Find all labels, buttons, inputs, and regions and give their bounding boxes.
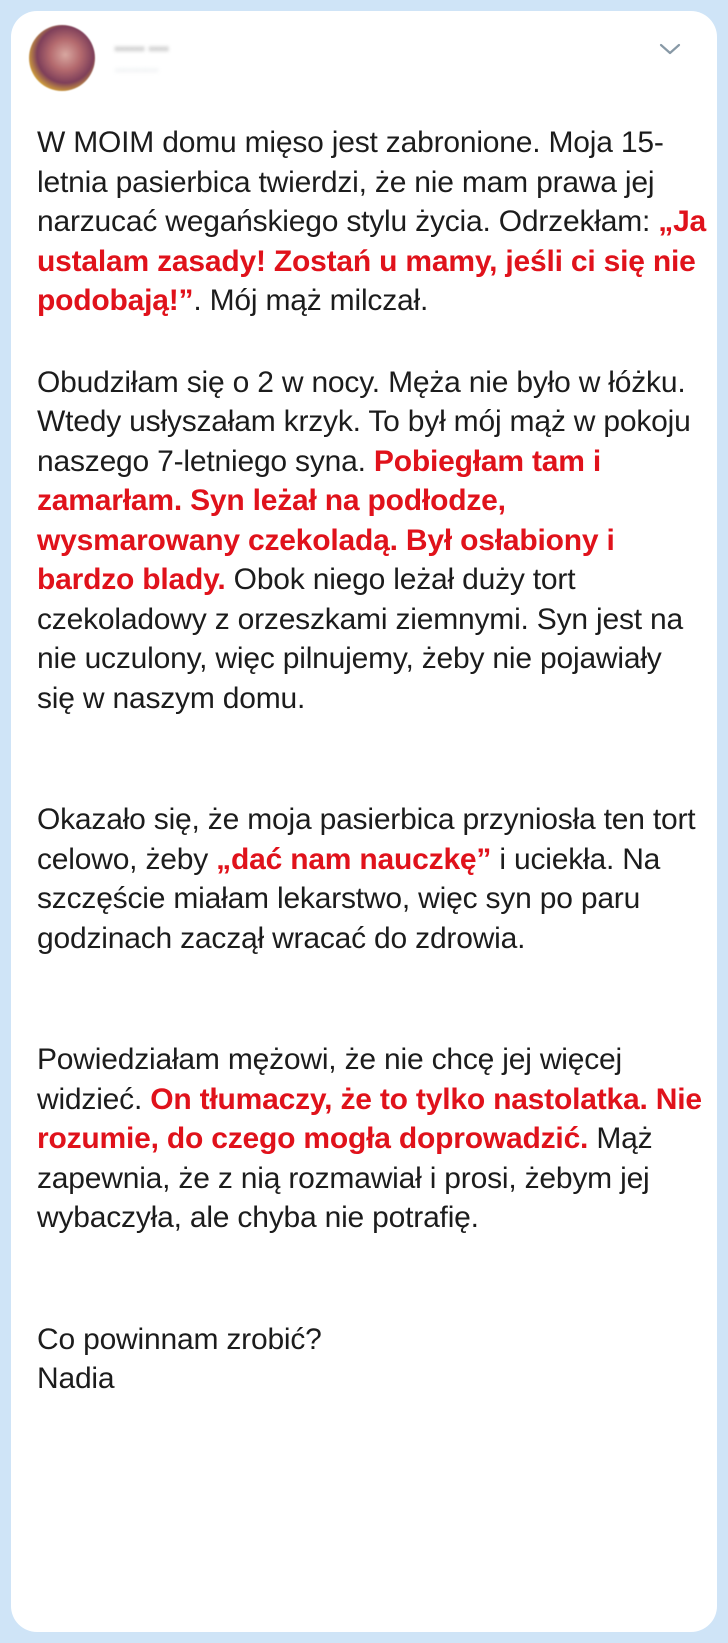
- author-info[interactable]: [115, 41, 235, 81]
- text-segment: Co powinnam zrobić?: [37, 1322, 322, 1356]
- text-segment: Mąż zapewnia, że z nią rozmawiał i prosi, żebym jej wybaczyła, ale chyba nie potrafię.: [37, 1122, 653, 1234]
- text-segment: Obudziłam się o 2 w nocy. Męża nie było w łóżku. Wtedy usłyszałam krzyk. To był mój mąż w pokoju naszego 7-letniego syna.: [37, 365, 691, 478]
- author-display-name[interactable]: ······ ····: [115, 41, 170, 58]
- text-segment: Okazało się, że moja pasierbica przyniosła ten tort celowo, żeby: [37, 803, 696, 876]
- paragraph-4: [37, 1040, 707, 1238]
- highlighted-text: „Ja ustalam zasady! Zostań u mamy, jeśli ci się nie podobają!”: [37, 205, 707, 317]
- paragraph-3: [37, 800, 707, 958]
- author-handle[interactable]: ··········: [115, 62, 159, 77]
- signature: [37, 1359, 707, 1399]
- highlighted-text: On tłumaczy, że to tylko nastolatka. Nie rozumie, do czego mogła doprowadzić.: [37, 1082, 702, 1155]
- paragraph-1: [37, 123, 707, 321]
- highlighted-text: „dać nam nauczkę”: [216, 842, 492, 876]
- highlighted-text: Pobiegłam tam i zamarłam. Syn leżał na podłodze, wysmarowany czekoladą. Był osłabiony i bardzo blady.: [37, 444, 615, 596]
- tweet-card: [11, 11, 717, 1632]
- text-segment: W MOIM domu mięso jest zabronione. Moja 15-letnia pasierbica twierdzi, że nie mam prawa jej narzucać wegańskiego stylu życia. Odrzekłam:: [37, 126, 664, 238]
- text-segment: Nadia: [37, 1362, 115, 1395]
- tweet-text: [37, 123, 707, 1399]
- tweet-header: [11, 11, 717, 111]
- paragraph-question: [37, 1320, 707, 1360]
- text-segment: Powiedziałam mężowi, że nie chcę jej więcej widzieć.: [37, 1043, 622, 1116]
- text-segment: Obok niego leżał duży tort czekoladowy z orzeszkami ziemnymi. Syn jest na nie uczulony, więc pilnujemy, żeby nie pojawiały się w naszym domu.: [37, 563, 684, 715]
- paragraph-2: [37, 363, 707, 719]
- text-segment: . Mój mąż milczał.: [193, 284, 429, 317]
- chevron-down-icon[interactable]: [657, 39, 683, 59]
- avatar[interactable]: [29, 25, 95, 91]
- text-segment: i uciekła. Na szczęście miałam lekarstwo, więc syn po paru godzinach zaczął wracać do zdrowia.: [37, 842, 661, 955]
